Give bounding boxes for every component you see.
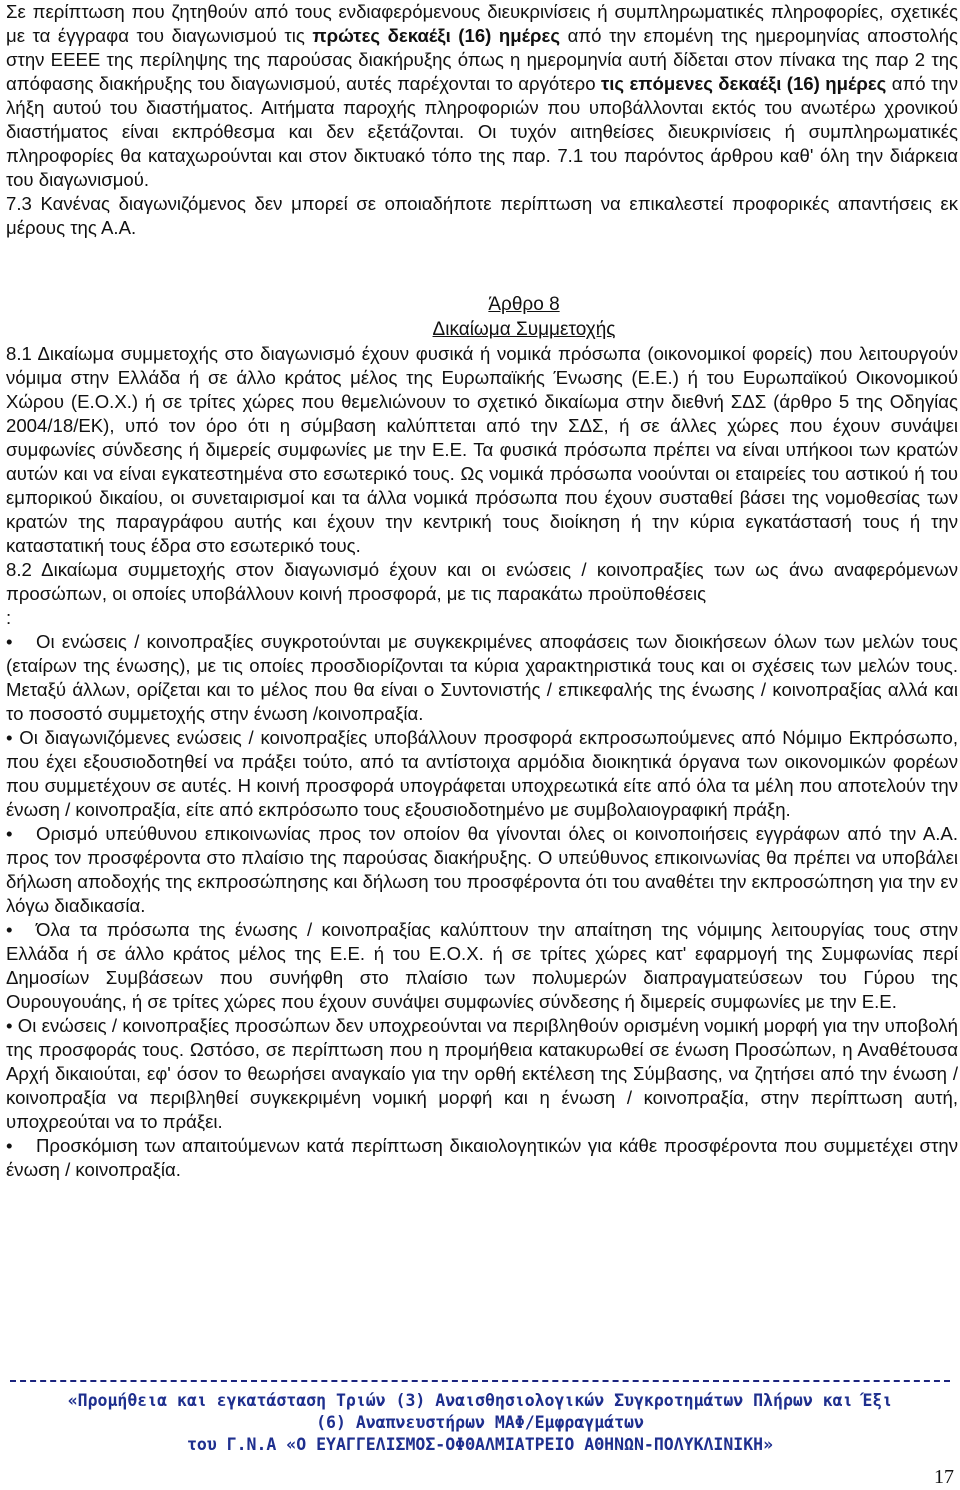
intro-text-1: Σε περίπτωση που ζητηθούν από τους ενδιαφερόμενους διευκρινίσεις ή συμπληρωματικές πληροφορίες, σχετικές με τα έγγραφα του διαγωνισμού τις xyxy=(6,1,958,46)
paragraph-7-3 xyxy=(6,192,958,240)
intro-paragraph xyxy=(6,0,958,192)
list-item-text: Οι διαγωνιζόμενες ενώσεις / κοινοπραξίες υποβάλλουν προσφορά εκπροσωπούμενες από Νόμιμο Εκπρόσωπο, που έχει εξουσιοδοτηθεί να πράξει τούτο, από τα αντίστοιχα αρμόδια διοικητικά όργανα των οικονομικών φορέων που συμμετέχουν σε αυτές. Η κοινή προσφορά υπογράφεται υποχρεωτικά είτε από όλα τα μέλη που αποτελούν την ένωση / κοινοπραξία, είτε από εκπρόσωπο τους εξουσιοδοτημένο με συμβολαιογραφική πράξη. xyxy=(6,727,958,820)
paragraph-text: Δικαίωμα συμμετοχής στον διαγωνισμό έχουν και οι ενώσεις / κοινοπραξίες των ως άνω αναφερόμενων προσώπων, οι οποίες υποβάλλουν κοινή προσφορά, με τις παρακάτω προϋποθέσεις xyxy=(6,559,958,604)
article-title: Άρθρο 8 xyxy=(488,294,560,315)
page-footer xyxy=(0,1390,960,1456)
paragraph-number: 8.2 xyxy=(6,559,32,580)
list-item xyxy=(6,1134,958,1182)
bullet-icon: • xyxy=(6,919,13,940)
footer-divider xyxy=(10,1380,950,1382)
list-item xyxy=(6,1014,958,1134)
footer-line-1: «Προμήθεια και εγκατάσταση Τριών (3) Αναισθησιολογικών Συγκροτημάτων Πλήρων και Έξι xyxy=(67,1391,893,1410)
list-item xyxy=(6,630,958,726)
bullet-icon: • xyxy=(6,1135,13,1156)
article-heading xyxy=(6,292,958,342)
list-item-text: Ορισμό υπεύθυνου επικοινωνίας προς τον οποίον θα γίνονται όλες οι κοινοποιήσεις εγγράφων από την Α.Α. προς τον προσφέροντα στο πλαίσιο της παρούσας διακήρυξης. Ο υπεύθυνος επικοινωνίας θα πρέπει να υποβάλει δήλωση αποδοχής της εκπροσώπησης και δήλωση του προσφέροντα ότι του αναθέτει την εκπροσώπηση για την εν λόγω διαδικασία. xyxy=(6,823,958,916)
list-item xyxy=(6,726,958,822)
paragraph-8-2 xyxy=(6,558,958,606)
paragraph-number: 7.3 xyxy=(6,193,32,214)
conditions-list xyxy=(6,630,958,1182)
document-page xyxy=(6,0,958,1182)
paragraph-text: Δικαίωμα συμμετοχής στο διαγωνισμό έχουν φυσικά ή νομικά πρόσωπα (οικονομικοί φορείς) που λειτουργούν νόμιμα στην Ελλάδα ή σε άλλο κράτος μέλος της Ευρωπαϊκής Ένωσης (Ε.Ε.) ή του Ευρωπαϊκού Οικονομικού Χώρου (Ε.Ο.Χ.) ή σε τρίτες χώρες που θεμελιώνουν το σχετικό δικαίωμα στην διεθνή ΣΔΣ (άρθρο 5 της Οδηγίας 2004/18/ΕΚ), υπό τον όρο ότι η σύμβαση καλύπτεται από την ΣΔΣ, ή σε άλλες χώρες που έχουν συνάψει συμφωνίες σύνδεσης ή διμερείς συμφωνίες με την Ε.Ε. Τα φυσικά πρόσωπα πρέπει να είναι υπήκοοι των κρατών αυτών και να είναι εγκατεστημένα στο εσωτερικό τους. Ως νομικά πρόσωπα νοούνται οι εταιρείες του αστικού ή του εμπορικού δικαίου, οι συνεταιρισμοί και τα άλλα νομικά πρόσωπα που έχουν συσταθεί βάσει της νομοθεσίας των κρατών της παραγράφου αυτής και έχουν την κεντρική τους διοίκηση ή την κύρια εγκατάστασή τους ή την καταστατική τους έδρα στο εσωτερικό τους. xyxy=(6,343,958,556)
intro-text-3: από την λήξη αυτού του διαστήματος. Αιτήματα παροχής πληροφοριών που υποβάλλονται εκτός του ανωτέρω χρονικού διαστήματος είναι εκπρόθεσμα και δεν εξετάζονται. Οι τυχόν αιτηθείσες διευκρινίσεις ή συμπληρωματικές πληροφορίες θα καταχωρούνται και στον δικτυακό τόπο της παρ. 7.1 του παρόντος άρθρου καθ' όλη την διάρκεια του διαγωνισμού. xyxy=(6,73,959,190)
list-item-text: Οι ενώσεις / κοινοπραξίες προσώπων δεν υποχρεούνται να περιβληθούν ορισμένη νομική μορφή για την υποβολή της προσφοράς τους. Ωστόσο, σε περίπτωση που η προμήθεια κατακυρωθεί σε ένωση Προσώπων, η Αναθέτουσα Αρχή δικαιούται, εφ' όσον το θεωρήσει αναγκαίο για την ορθή εκτέλεση της Σύμβασης, να ζητήσει από την ένωση / κοινοπραξία να περιβληθεί συγκεκριμένη νομική μορφή και η ένωση / κοινοπραξία, στην περίπτωση αυτή, υποχρεούται να το πράξει. xyxy=(6,1015,958,1132)
article-subtitle: Δικαίωμα Συμμετοχής xyxy=(432,319,616,340)
list-item-text: Προσκόμιση των απαιτούμενων κατά περίπτωση δικαιολογητικών για κάθε προσφέροντα που συμμετέχει στην ένωση / κοινοπραξία. xyxy=(6,1135,958,1180)
bullet-icon: • xyxy=(6,727,13,748)
intro-text-2: από την επομένη της ημερομηνίας αποστολής στην ΕΕΕΕ της περίληψης της παρούσας διακήρυξης όπως η ημερομηνία αυτή δίδεται στον πίνακα της παρ 2 της απόφασης διακήρυξης του διαγωνισμού, αυτές παρέχονται το αργότερο xyxy=(6,25,958,94)
page-number: 17 xyxy=(934,1466,954,1488)
intro-bold-2: τις επόμενες δεκαέξι (16) ημέρες xyxy=(600,73,887,94)
bullet-icon: • xyxy=(6,823,13,844)
footer-line-2: (6) Αναπνευστήρων ΜΑΦ/Εμφραγμάτων xyxy=(316,1413,644,1432)
list-item xyxy=(6,822,958,918)
bullet-icon: • xyxy=(6,631,13,652)
bullet-icon: • xyxy=(6,1015,13,1036)
list-item-text: Οι ενώσεις / κοινοπραξίες συγκροτούνται με συγκεκριμένες αποφάσεις των διοικήσεων όλων των μελών τους (εταίρων της ένωσης), με τις οποίες προσδιορίζονται τα κύρια χαρακτηριστικά τους και οι σχέσεις των μελών τους. Μεταξύ άλλων, ορίζεται και το μέλος που θα είναι ο Συντονιστής / επικεφαλής της ένωσης / κοινοπραξίας αλλά και το ποσοστό συμμετοχής στην ένωση /κοινοπραξία. xyxy=(6,631,958,724)
list-item-text: Όλα τα πρόσωπα της ένωσης / κοινοπραξίας καλύπτουν την απαίτηση της νόμιμης λειτουργίας τους στην Ελλάδα ή σε άλλο κράτος μέλος της Ε.Ε. ή του Ε.Ο.Χ. ή σε τρίτες χώρες κατ' εφαρμογή της Συμφωνίας περί Δημοσίων Συμβάσεων που συνήφθη στο πλαίσιο των πολυμερών διαπραγματεύσεων του Γύρου της Ουρουγουάης, ή σε τρίτες χώρες που έχουν συνάψει συμφωνίες σύνδεσης ή διμερείς συμφωνίες με την Ε.Ε. xyxy=(6,919,958,1012)
paragraph-8-2-colon: : xyxy=(6,607,12,628)
paragraph-number: 8.1 xyxy=(6,343,32,364)
paragraph-8-1 xyxy=(6,342,958,558)
paragraph-text: Κανένας διαγωνιζόμενος δεν μπορεί σε οποιαδήποτε περίπτωση να επικαλεστεί προφορικές απαντήσεις εκ μέρους της Α.Α. xyxy=(6,193,958,238)
footer-line-3: του Γ.Ν.Α «Ο ΕΥΑΓΓΕΛΙΣΜΟΣ-ΟΦΘΑΛΜΙΑΤΡΕΙΟ ΑΘΗΝΩΝ-ΠΟΛΥΚΛΙΝΙΚΗ» xyxy=(186,1435,774,1454)
list-item xyxy=(6,918,958,1014)
intro-bold-1: πρώτες δεκαέξι (16) ημέρες xyxy=(312,25,561,46)
